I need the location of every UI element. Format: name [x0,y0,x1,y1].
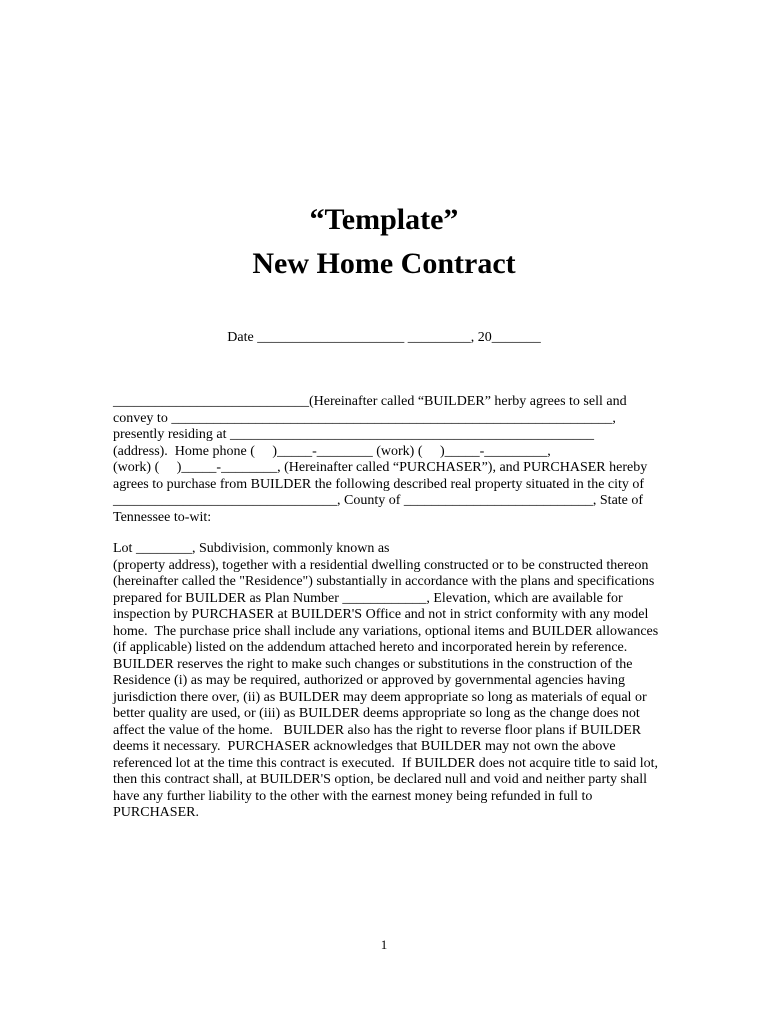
property-paragraph [113,541,658,822]
paragraph-line: (property address), together with a residential dwelling constructed or to be constructed thereon [113,557,649,573]
document-title-template: “Template” [309,203,459,236]
parties-paragraph [113,394,658,526]
paragraph-line: BUILDER reserves the right to make such changes or substitutions in the construction of the [113,656,633,672]
paragraph-line: better quality are used, or (iii) as BUILDER deems appropriate so long as the change does not [113,706,640,721]
paragraph-line: (hereinafter called the "Residence") substantially in accordance with the plans and specifications [113,574,655,589]
paragraph-line: jurisdiction there over, (ii) as BUILDER may deem appropriate so long as materials of equal or [113,689,647,705]
paragraph-line: have any further liability to the other with the earnest money being refunded in full to [113,788,593,804]
paragraph-line: PURCHASER. [113,805,199,820]
paragraph-line: deems it necessary. PURCHASER acknowledges that BUILDER may not own the above [113,739,616,754]
paragraph-line: (address). Home phone ( )_____-________ (work) ( )_____-_________, [113,443,551,459]
paragraph-line: ____________________________(Hereinafter called “BUILDER” herby agrees to sell and [113,394,627,409]
paragraph-line: inspection by PURCHASER at BUILDER'S Office and not in strict conformity with any model [113,607,649,622]
paragraph-line: home. The purchase price shall include any variations, optional items and BUILDER allowances [113,623,659,639]
paragraph-line: ________________________________, County of ___________________________, State of [113,493,644,508]
paragraph-line: Lot ________, Subdivision, commonly known as [113,541,390,556]
date-line: Date _____________________ _________, 20_______ [227,330,541,345]
paragraph-line: Residence (i) as may be required, authorized or approved by governmental agencies having [113,673,625,688]
paragraph-line: presently residing at ____________________________________________________ [113,427,595,442]
paragraph-line: referenced lot at the time this contract is executed. If BUILDER does not acquire title to said lot, [113,755,659,771]
paragraph-line: agrees to purchase from BUILDER the following described real property situated in the city of [113,476,645,492]
paragraph-line: affect the value of the home. BUILDER also has the right to reverse floor plans if BUILDER [113,722,642,738]
paragraph-line: convey to _______________________________________________________________, [113,410,616,426]
document-title-contract: New Home Contract [252,247,516,280]
paragraph-line: (work) ( )_____-________, (Hereinafter called “PURCHASER”), and PURCHASER hereby [113,460,648,475]
paragraph-line: Tennessee to-wit: [113,509,212,525]
paragraph-line: prepared for BUILDER as Plan Number ____________, Elevation, which are available for [113,590,623,606]
page-number: 1 [380,937,388,952]
paragraph-line: then this contract shall, at BUILDER'S option, be declared null and void and neither party shall [113,772,648,787]
paragraph-line: (if applicable) listed on the addendum attached hereto and incorporated herein by reference. [113,640,628,655]
